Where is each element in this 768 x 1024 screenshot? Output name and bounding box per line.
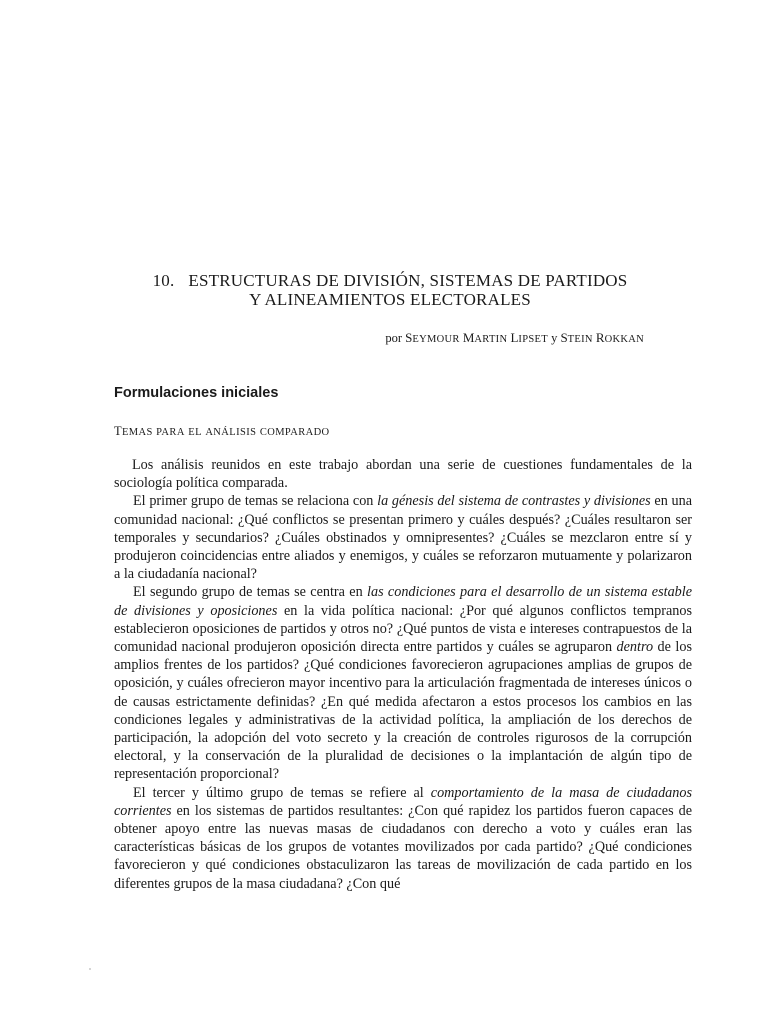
text-run: en los sistemas de partidos resultantes: ¿Con qué rapidez los partidos fueron capaces de obtener apoyo entre las nuevas masas de ciudadanos con derecho a voto y cuáles eran las características básicas de los grupos de votantes movilizados por cada partido? ¿Qué condiciones favorecieron y qué condiciones obstaculizaron las tareas de movilización de cada partido en los diferentes grupos de la masa ciudadana? ¿Con qué [114, 802, 692, 892]
body-text [114, 456, 692, 893]
paragraph [114, 583, 692, 783]
chapter-title-line-1 [100, 271, 680, 290]
text-run: El primer grupo de temas se relaciona con [133, 493, 378, 510]
byline-connector: y [551, 331, 558, 345]
byline [385, 330, 644, 347]
author-2: STEIN ROKKAN [560, 330, 644, 345]
chapter-title-text-1: ESTRUCTURAS DE DIVISIÓN, SISTEMAS DE PARTIDOS [188, 271, 628, 290]
paragraph [114, 784, 692, 893]
text-run: El tercer y último grupo de temas se refiere al [133, 784, 431, 801]
text-run: en la vida política nacional: ¿Por qué algunos conflictos tempranos establecieron oposiciones de partidos y otros no? ¿Qué puntos de vista e intereses contrapuestos de la comunidad nacional produjeron oposición directa entre partidos y cuáles se agruparon [114, 602, 692, 656]
chapter-title-line-2: Y ALINEAMIENTOS ELECTORALES [249, 290, 531, 309]
section-heading: Formulaciones iniciales [114, 385, 279, 401]
text-run: de los amplios frentes de los partidos? ¿Qué condiciones favorecieron agrupaciones amplias de grupos de oposición, y cuáles ofrecieron mayor incentivo para la articulación fragmentada de intereses únicos o de causas estrictamente definidas? ¿En qué medida afectaron a estos procesos los cambios en las condiciones legales y administrativas de la actividad política, la ampliación de los derechos de participación, la adopción del voto secreto y la creación de controles rigurosos de la corrupción electoral, y la conservación de la pluralidad de decisiones o la implantación de algún tipo de representación proporcional? [114, 639, 692, 783]
byline-prefix: por [385, 331, 403, 345]
text-run: en una comunidad nacional: ¿Qué conflictos se presentan primero y cuáles después? ¿Cuáles resultaron ser temporales y secundarios? ¿Cuáles obstinados y omnipresentes? ¿Cuáles se mezclaron entre sí y produjeron coincidencias entre aliados y enemigos, y cuáles se reforzaron mutuamente y polarizaron a la ciudadanía nacional? [114, 493, 693, 583]
text-run: El segundo grupo de temas se centra en [133, 584, 368, 601]
italic-phrase: comportamiento de la masa de ciudadanos corrientes [114, 784, 692, 819]
author-1: SEYMOUR MARTIN LIPSET [405, 330, 548, 345]
paragraph [114, 456, 692, 492]
italic-phrase: la génesis del sistema de contrastes y divisiones [377, 493, 651, 510]
chapter-number: 10. [152, 271, 175, 290]
subheading: TEMAS PARA EL ANÁLISIS COMPARADO [114, 424, 330, 438]
italic-phrase: las condiciones para el desarrollo de un sistema estable de divisiones y oposiciones [114, 584, 692, 619]
paragraph [114, 492, 692, 583]
chapter-title [100, 271, 680, 309]
italic-phrase: dentro [616, 639, 654, 656]
text-run: Los análisis reunidos en este trabajo abordan una serie de cuestiones fundamentales de la sociología política comparada. [114, 457, 692, 492]
scan-speck [89, 968, 91, 970]
